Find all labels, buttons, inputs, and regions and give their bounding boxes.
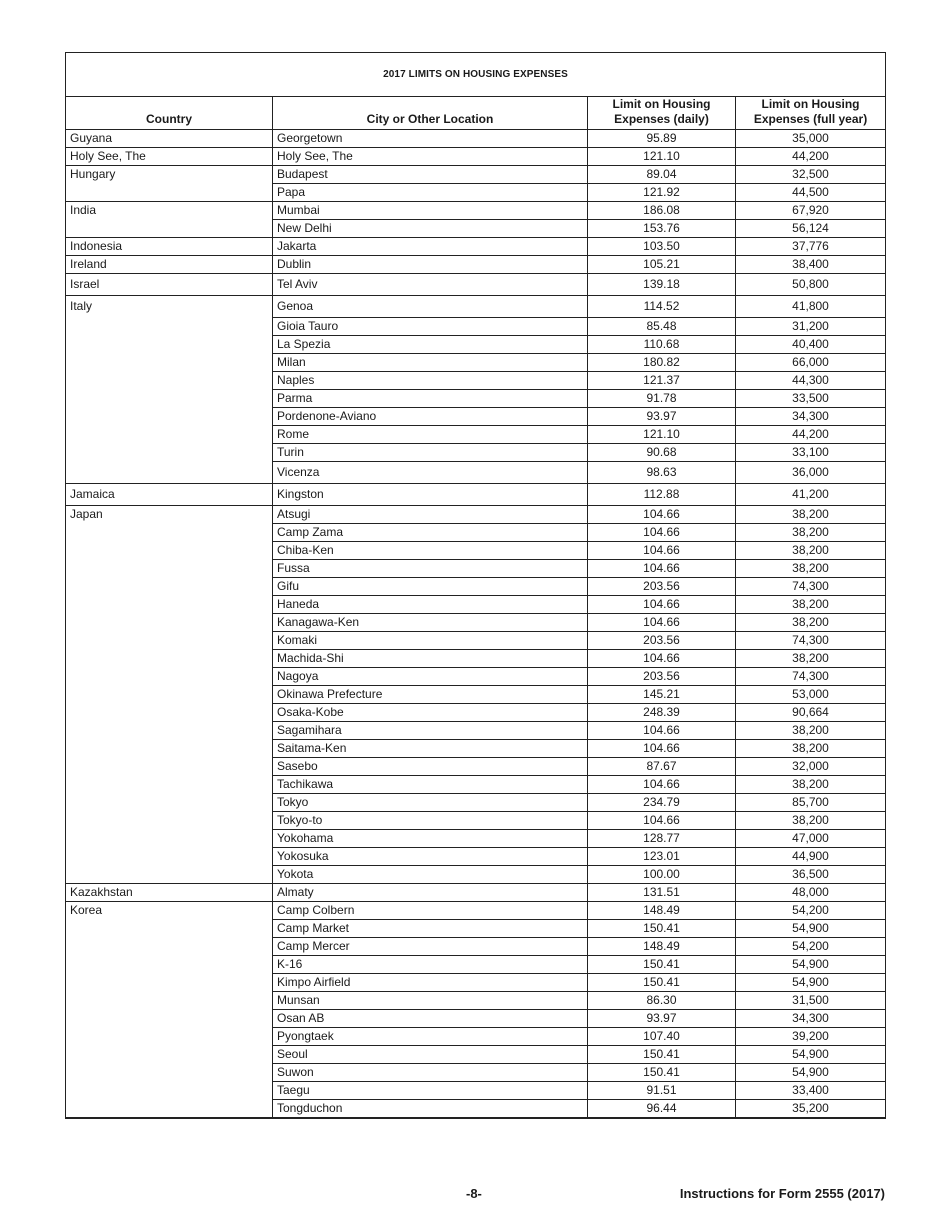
year-limit-cell: 50,800 (736, 274, 886, 296)
city-cell: Pordenone-Aviano (273, 408, 588, 426)
year-limit-cell: 38,400 (736, 256, 886, 274)
year-limit-cell: 32,500 (736, 166, 886, 184)
daily-limit-cell: 107.40 (588, 1028, 736, 1046)
year-limit-cell: 38,200 (736, 776, 886, 794)
table-row (66, 596, 886, 614)
table-row (66, 1100, 886, 1119)
daily-limit-cell: 104.66 (588, 722, 736, 740)
daily-limit-cell: 150.41 (588, 974, 736, 992)
header-year-line1: Limit on Housing (761, 97, 860, 111)
year-limit-cell: 31,500 (736, 992, 886, 1010)
country-cell: Italy (66, 296, 273, 318)
year-limit-cell: 56,124 (736, 220, 886, 238)
city-cell: Mumbai (273, 202, 588, 220)
year-limit-cell: 74,300 (736, 668, 886, 686)
year-limit-cell: 44,200 (736, 148, 886, 166)
country-cell: Guyana (66, 130, 273, 148)
country-cell (66, 650, 273, 668)
city-cell: Vicenza (273, 462, 588, 484)
country-cell (66, 542, 273, 560)
table-row (66, 524, 886, 542)
daily-limit-cell: 148.49 (588, 938, 736, 956)
year-limit-cell: 33,100 (736, 444, 886, 462)
daily-limit-cell: 87.67 (588, 758, 736, 776)
year-limit-cell: 74,300 (736, 632, 886, 650)
country-cell (66, 956, 273, 974)
country-cell (66, 578, 273, 596)
daily-limit-cell: 180.82 (588, 354, 736, 372)
year-limit-cell: 74,300 (736, 578, 886, 596)
daily-limit-cell: 104.66 (588, 524, 736, 542)
year-limit-cell: 40,400 (736, 336, 886, 354)
city-cell: Seoul (273, 1046, 588, 1064)
year-limit-cell: 38,200 (736, 740, 886, 758)
daily-limit-cell: 150.41 (588, 1046, 736, 1064)
city-cell: Jakarta (273, 238, 588, 256)
city-cell: Osaka-Kobe (273, 704, 588, 722)
country-cell (66, 1064, 273, 1082)
city-cell: Dublin (273, 256, 588, 274)
table-row (66, 740, 886, 758)
header-daily-line1: Limit on Housing (612, 97, 711, 111)
table-row (66, 704, 886, 722)
country-cell (66, 390, 273, 408)
daily-limit-cell: 85.48 (588, 318, 736, 336)
country-cell (66, 318, 273, 336)
city-cell: Camp Zama (273, 524, 588, 542)
daily-limit-cell: 153.76 (588, 220, 736, 238)
table-row (66, 318, 886, 336)
country-cell (66, 336, 273, 354)
daily-limit-cell: 95.89 (588, 130, 736, 148)
year-limit-cell: 54,200 (736, 902, 886, 920)
year-limit-cell: 67,920 (736, 202, 886, 220)
year-limit-cell: 41,800 (736, 296, 886, 318)
city-cell: Osan AB (273, 1010, 588, 1028)
year-limit-cell: 38,200 (736, 542, 886, 560)
year-limit-cell: 37,776 (736, 238, 886, 256)
table-row (66, 578, 886, 596)
country-cell: Jamaica (66, 484, 273, 506)
table-row (66, 956, 886, 974)
year-limit-cell: 44,200 (736, 426, 886, 444)
table-row (66, 938, 886, 956)
daily-limit-cell: 93.97 (588, 1010, 736, 1028)
country-cell (66, 974, 273, 992)
country-cell (66, 812, 273, 830)
table-row (66, 202, 886, 220)
daily-limit-cell: 104.66 (588, 614, 736, 632)
daily-limit-cell: 93.97 (588, 408, 736, 426)
year-limit-cell: 38,200 (736, 722, 886, 740)
daily-limit-cell: 114.52 (588, 296, 736, 318)
daily-limit-cell: 104.66 (588, 542, 736, 560)
table-row (66, 274, 886, 296)
country-cell (66, 354, 273, 372)
city-cell: Tokyo-to (273, 812, 588, 830)
daily-limit-cell: 186.08 (588, 202, 736, 220)
country-cell (66, 794, 273, 812)
year-limit-cell: 38,200 (736, 614, 886, 632)
city-cell: Saitama-Ken (273, 740, 588, 758)
header-country: Country (66, 97, 273, 130)
country-cell (66, 920, 273, 938)
year-limit-cell: 54,900 (736, 974, 886, 992)
daily-limit-cell: 98.63 (588, 462, 736, 484)
city-cell: Papa (273, 184, 588, 202)
year-limit-cell: 41,200 (736, 484, 886, 506)
year-limit-cell: 54,900 (736, 1046, 886, 1064)
city-cell: Nagoya (273, 668, 588, 686)
table-row (66, 354, 886, 372)
city-cell: Camp Colbern (273, 902, 588, 920)
city-cell: Tongduchon (273, 1100, 588, 1119)
year-limit-cell: 33,500 (736, 390, 886, 408)
year-limit-cell: 38,200 (736, 596, 886, 614)
header-year-line2: Expenses (full year) (753, 112, 868, 126)
year-limit-cell: 32,000 (736, 758, 886, 776)
country-cell: Japan (66, 506, 273, 524)
year-limit-cell: 44,900 (736, 848, 886, 866)
daily-limit-cell: 203.56 (588, 668, 736, 686)
country-cell (66, 220, 273, 238)
country-cell (66, 444, 273, 462)
daily-limit-cell: 145.21 (588, 686, 736, 704)
daily-limit-cell: 104.66 (588, 560, 736, 578)
daily-limit-cell: 104.66 (588, 650, 736, 668)
year-limit-cell: 54,200 (736, 938, 886, 956)
daily-limit-cell: 121.37 (588, 372, 736, 390)
country-cell (66, 740, 273, 758)
daily-limit-cell: 86.30 (588, 992, 736, 1010)
table-row (66, 992, 886, 1010)
year-limit-cell: 54,900 (736, 1064, 886, 1082)
country-cell (66, 668, 273, 686)
country-cell (66, 776, 273, 794)
country-cell (66, 184, 273, 202)
country-cell (66, 426, 273, 444)
country-cell (66, 686, 273, 704)
city-cell: Suwon (273, 1064, 588, 1082)
table-row (66, 1010, 886, 1028)
country-cell: India (66, 202, 273, 220)
table-row (66, 506, 886, 524)
table-row (66, 686, 886, 704)
table-row (66, 812, 886, 830)
city-cell: Munsan (273, 992, 588, 1010)
city-cell: Okinawa Prefecture (273, 686, 588, 704)
city-cell: Chiba-Ken (273, 542, 588, 560)
table-row (66, 650, 886, 668)
table-row (66, 794, 886, 812)
city-cell: Sasebo (273, 758, 588, 776)
year-limit-cell: 38,200 (736, 812, 886, 830)
table-row (66, 148, 886, 166)
page-number: -8- (466, 1186, 482, 1201)
table-row (66, 830, 886, 848)
table-row (66, 920, 886, 938)
city-cell: Taegu (273, 1082, 588, 1100)
city-cell: Almaty (273, 884, 588, 902)
table-title: 2017 LIMITS ON HOUSING EXPENSES (66, 53, 886, 97)
year-limit-cell: 38,200 (736, 560, 886, 578)
year-limit-cell: 31,200 (736, 318, 886, 336)
daily-limit-cell: 90.68 (588, 444, 736, 462)
year-limit-cell: 90,664 (736, 704, 886, 722)
country-cell (66, 408, 273, 426)
country-cell: Holy See, The (66, 148, 273, 166)
year-limit-cell: 85,700 (736, 794, 886, 812)
daily-limit-cell: 139.18 (588, 274, 736, 296)
header-year-limit (736, 97, 886, 130)
country-cell: Israel (66, 274, 273, 296)
country-cell (66, 1100, 273, 1119)
year-limit-cell: 38,200 (736, 524, 886, 542)
year-limit-cell: 35,200 (736, 1100, 886, 1119)
daily-limit-cell: 123.01 (588, 848, 736, 866)
table-row (66, 722, 886, 740)
city-cell: La Spezia (273, 336, 588, 354)
daily-limit-cell: 121.10 (588, 426, 736, 444)
daily-limit-cell: 131.51 (588, 884, 736, 902)
table-row (66, 668, 886, 686)
year-limit-cell: 47,000 (736, 830, 886, 848)
daily-limit-cell: 100.00 (588, 866, 736, 884)
daily-limit-cell: 234.79 (588, 794, 736, 812)
daily-limit-cell: 96.44 (588, 1100, 736, 1119)
form-reference: Instructions for Form 2555 (2017) (679, 1186, 885, 1201)
city-cell: Milan (273, 354, 588, 372)
table-row (66, 560, 886, 578)
daily-limit-cell: 104.66 (588, 740, 736, 758)
city-cell: Budapest (273, 166, 588, 184)
table-row (66, 130, 886, 148)
table-row (66, 758, 886, 776)
country-cell (66, 372, 273, 390)
city-cell: Kingston (273, 484, 588, 506)
country-cell (66, 462, 273, 484)
year-limit-cell: 34,300 (736, 1010, 886, 1028)
country-cell (66, 938, 273, 956)
year-limit-cell: 38,200 (736, 506, 886, 524)
city-cell: Yokota (273, 866, 588, 884)
city-cell: Parma (273, 390, 588, 408)
year-limit-cell: 53,000 (736, 686, 886, 704)
city-cell: Yokohama (273, 830, 588, 848)
table-row (66, 444, 886, 462)
country-cell (66, 992, 273, 1010)
daily-limit-cell: 148.49 (588, 902, 736, 920)
country-cell (66, 524, 273, 542)
country-cell (66, 632, 273, 650)
country-cell: Korea (66, 902, 273, 920)
daily-limit-cell: 150.41 (588, 956, 736, 974)
city-cell: Pyongtaek (273, 1028, 588, 1046)
table-row (66, 166, 886, 184)
city-cell: Haneda (273, 596, 588, 614)
country-cell: Hungary (66, 166, 273, 184)
table-row (66, 884, 886, 902)
year-limit-cell: 35,000 (736, 130, 886, 148)
table-row (66, 614, 886, 632)
city-cell: K-16 (273, 956, 588, 974)
header-daily-line2: Expenses (daily) (614, 112, 709, 126)
year-limit-cell: 66,000 (736, 354, 886, 372)
year-limit-cell: 34,300 (736, 408, 886, 426)
city-cell: Gioia Tauro (273, 318, 588, 336)
daily-limit-cell: 128.77 (588, 830, 736, 848)
table-row (66, 632, 886, 650)
table-row (66, 484, 886, 506)
daily-limit-cell: 112.88 (588, 484, 736, 506)
country-cell (66, 560, 273, 578)
daily-limit-cell: 104.66 (588, 506, 736, 524)
city-cell: Holy See, The (273, 148, 588, 166)
country-cell (66, 1010, 273, 1028)
country-cell (66, 1046, 273, 1064)
page-footer (0, 1186, 950, 1206)
table-row (66, 1064, 886, 1082)
country-cell: Ireland (66, 256, 273, 274)
header-city: City or Other Location (273, 97, 588, 130)
year-limit-cell: 54,900 (736, 956, 886, 974)
country-cell (66, 866, 273, 884)
table-row (66, 390, 886, 408)
daily-limit-cell: 203.56 (588, 578, 736, 596)
city-cell: Machida-Shi (273, 650, 588, 668)
daily-limit-cell: 203.56 (588, 632, 736, 650)
city-cell: Yokosuka (273, 848, 588, 866)
daily-limit-cell: 121.10 (588, 148, 736, 166)
table-row (66, 256, 886, 274)
table-row (66, 238, 886, 256)
year-limit-cell: 39,200 (736, 1028, 886, 1046)
daily-limit-cell: 104.66 (588, 596, 736, 614)
table-row (66, 296, 886, 318)
city-cell: Kanagawa-Ken (273, 614, 588, 632)
city-cell: Camp Mercer (273, 938, 588, 956)
country-cell (66, 830, 273, 848)
daily-limit-cell: 105.21 (588, 256, 736, 274)
table-row (66, 974, 886, 992)
country-cell (66, 1028, 273, 1046)
table-row (66, 1082, 886, 1100)
country-cell (66, 848, 273, 866)
table-row (66, 1028, 886, 1046)
country-cell (66, 596, 273, 614)
table-row (66, 408, 886, 426)
daily-limit-cell: 150.41 (588, 920, 736, 938)
daily-limit-cell: 104.66 (588, 812, 736, 830)
year-limit-cell: 36,500 (736, 866, 886, 884)
city-cell: Camp Market (273, 920, 588, 938)
city-cell: Turin (273, 444, 588, 462)
year-limit-cell: 48,000 (736, 884, 886, 902)
header-daily-limit (588, 97, 736, 130)
table-row (66, 462, 886, 484)
table-row (66, 220, 886, 238)
table-row (66, 336, 886, 354)
year-limit-cell: 38,200 (736, 650, 886, 668)
city-cell: Tokyo (273, 794, 588, 812)
year-limit-cell: 54,900 (736, 920, 886, 938)
city-cell: Rome (273, 426, 588, 444)
country-cell: Kazakhstan (66, 884, 273, 902)
city-cell: Sagamihara (273, 722, 588, 740)
table-body (66, 130, 886, 1119)
year-limit-cell: 36,000 (736, 462, 886, 484)
city-cell: Gifu (273, 578, 588, 596)
daily-limit-cell: 104.66 (588, 776, 736, 794)
city-cell: Naples (273, 372, 588, 390)
city-cell: Fussa (273, 560, 588, 578)
table-row (66, 542, 886, 560)
table-row (66, 866, 886, 884)
city-cell: Tachikawa (273, 776, 588, 794)
daily-limit-cell: 91.51 (588, 1082, 736, 1100)
housing-limits-table-container (65, 52, 885, 1119)
country-cell: Indonesia (66, 238, 273, 256)
city-cell: Atsugi (273, 506, 588, 524)
country-cell (66, 704, 273, 722)
city-cell: Genoa (273, 296, 588, 318)
table-row (66, 902, 886, 920)
year-limit-cell: 44,500 (736, 184, 886, 202)
table-row (66, 426, 886, 444)
table-row (66, 1046, 886, 1064)
country-cell (66, 722, 273, 740)
country-cell (66, 1082, 273, 1100)
year-limit-cell: 33,400 (736, 1082, 886, 1100)
daily-limit-cell: 150.41 (588, 1064, 736, 1082)
country-cell (66, 758, 273, 776)
table-row (66, 372, 886, 390)
daily-limit-cell: 89.04 (588, 166, 736, 184)
city-cell: Georgetown (273, 130, 588, 148)
city-cell: New Delhi (273, 220, 588, 238)
table-row (66, 848, 886, 866)
daily-limit-cell: 110.68 (588, 336, 736, 354)
daily-limit-cell: 91.78 (588, 390, 736, 408)
country-cell (66, 614, 273, 632)
city-cell: Kimpo Airfield (273, 974, 588, 992)
housing-limits-table (65, 52, 886, 1119)
daily-limit-cell: 121.92 (588, 184, 736, 202)
daily-limit-cell: 248.39 (588, 704, 736, 722)
table-row (66, 184, 886, 202)
city-cell: Tel Aviv (273, 274, 588, 296)
city-cell: Komaki (273, 632, 588, 650)
daily-limit-cell: 103.50 (588, 238, 736, 256)
table-row (66, 776, 886, 794)
year-limit-cell: 44,300 (736, 372, 886, 390)
